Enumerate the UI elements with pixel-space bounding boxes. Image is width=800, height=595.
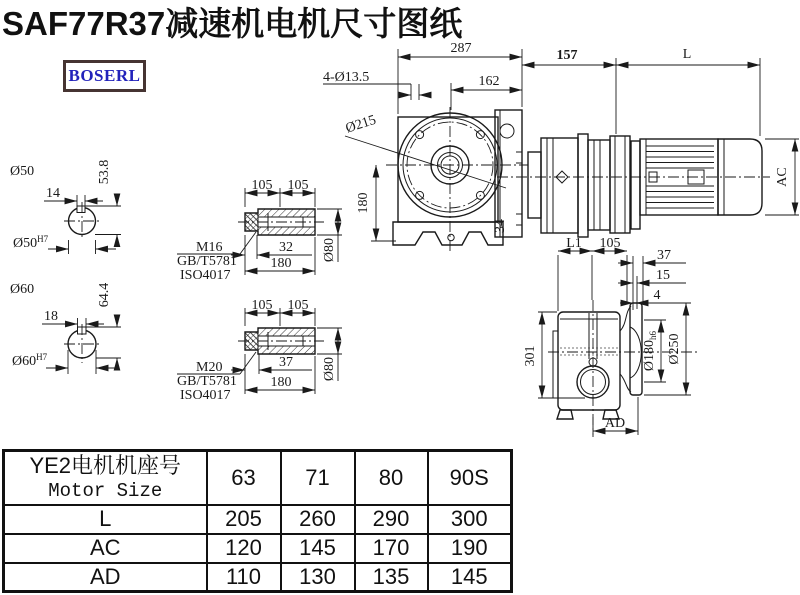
dim-105-label: 105 (599, 236, 621, 251)
front-view (323, 41, 528, 254)
sec1-thread-label: M16 (196, 240, 223, 255)
sec2-dia-label: Ø80 (322, 356, 337, 382)
header-cn: YE2电机机座号 (29, 452, 182, 478)
AC-63: 120 (207, 534, 281, 563)
output-side-view (523, 236, 700, 437)
flange-dia-250-label: Ø250 (667, 333, 682, 365)
L-80: 290 (355, 505, 428, 534)
svg-text:Ø50H7 (13, 234, 49, 251)
dim-64-4-label: 64.4 (97, 282, 112, 308)
brand-logo: BOSERL (63, 60, 146, 92)
size-63: 63 (207, 451, 281, 505)
sec2-std1-label: GB/T5781 (177, 374, 237, 389)
table-row-L (4, 505, 512, 534)
shaft-bore-50 (10, 160, 121, 254)
svg-text:Ø180h6 (642, 330, 658, 371)
dim-ac-label: AC (775, 167, 790, 187)
dim-37-label: 37 (657, 248, 671, 263)
dim-l-label: L (682, 47, 692, 62)
AD-90s: 145 (428, 563, 512, 592)
size-90s: 90S (428, 451, 512, 505)
shaft50-title: Ø50 (10, 164, 35, 179)
spigot-dia-label: Ø180 (642, 339, 657, 372)
hollow-shaft-section-m16 (177, 178, 342, 283)
bore60-label: Ø60 (12, 354, 37, 369)
dim-4-label: 4 (653, 288, 661, 303)
sec1-180-label: 180 (270, 256, 292, 271)
dim-l1-label: L1 (566, 236, 582, 251)
dim-34-label: 34 (493, 219, 508, 233)
spigot-fit-label: h6 (648, 330, 658, 340)
dim-162-label: 162 (478, 74, 500, 89)
AC-80: 170 (355, 534, 428, 563)
flange-dia-label: Ø215 (343, 112, 379, 137)
page-title: SAF77R37减速机电机尺寸图纸 (2, 5, 463, 42)
L-90s: 300 (428, 505, 512, 534)
hollow-shaft-section-m20 (177, 298, 342, 403)
row-label-AD: AD (4, 563, 207, 592)
dim-301-label: 301 (523, 345, 538, 367)
size-71: 71 (281, 451, 355, 505)
AC-71: 145 (281, 534, 355, 563)
row-label-AC: AC (4, 534, 207, 563)
dim-53-8-label: 53.8 (97, 159, 112, 185)
AC-90s: 190 (428, 534, 512, 563)
bolt-holes-label: 4-Ø13.5 (323, 70, 370, 85)
sec2-105b-label: 105 (287, 298, 309, 313)
sec2-thread-label: M20 (196, 360, 223, 375)
dim-14-label: 14 (46, 186, 60, 201)
dim-ad-label: AD (604, 416, 626, 431)
bore60-fit: H7 (36, 352, 48, 362)
L-71: 260 (281, 505, 355, 534)
sec2-105a-label: 105 (251, 298, 273, 313)
header-en: Motor Size (48, 479, 163, 502)
sec2-37-label: 37 (279, 355, 293, 370)
sec2-std2-label: ISO4017 (180, 388, 231, 403)
motor-size-table (2, 449, 513, 593)
sec1-32-label: 32 (279, 240, 293, 255)
bore50-label: Ø50 (13, 236, 38, 251)
L-63: 205 (207, 505, 281, 534)
AD-71: 130 (281, 563, 355, 592)
header-motor-size (4, 451, 207, 505)
table-header-row (4, 451, 512, 505)
dim-180-front-label: 180 (356, 192, 371, 214)
dim-18-label: 18 (44, 309, 58, 324)
dim-287-label: 287 (450, 41, 472, 56)
AD-63: 110 (207, 563, 281, 592)
sec2-180-label: 180 (270, 375, 292, 390)
sec1-105a-label: 105 (251, 178, 273, 193)
svg-text:Ø60H7 (12, 352, 48, 369)
size-80: 80 (355, 451, 428, 505)
sec1-dia-label: Ø80 (322, 237, 337, 263)
dim-157-label: 157 (556, 48, 578, 63)
sec1-std1-label: GB/T5781 (177, 254, 237, 269)
sec1-105b-label: 105 (287, 178, 309, 193)
bore50-fit: H7 (37, 234, 49, 244)
side-view-motor (497, 47, 799, 237)
dim-15-label: 15 (656, 268, 670, 283)
sec1-std2-label: ISO4017 (180, 268, 231, 283)
shaft60-title: Ø60 (10, 282, 35, 297)
AD-80: 135 (355, 563, 428, 592)
table-row-AC (4, 534, 512, 563)
row-label-L: L (4, 505, 207, 534)
table-row-AD (4, 563, 512, 592)
shaft-bore-60 (10, 282, 121, 374)
